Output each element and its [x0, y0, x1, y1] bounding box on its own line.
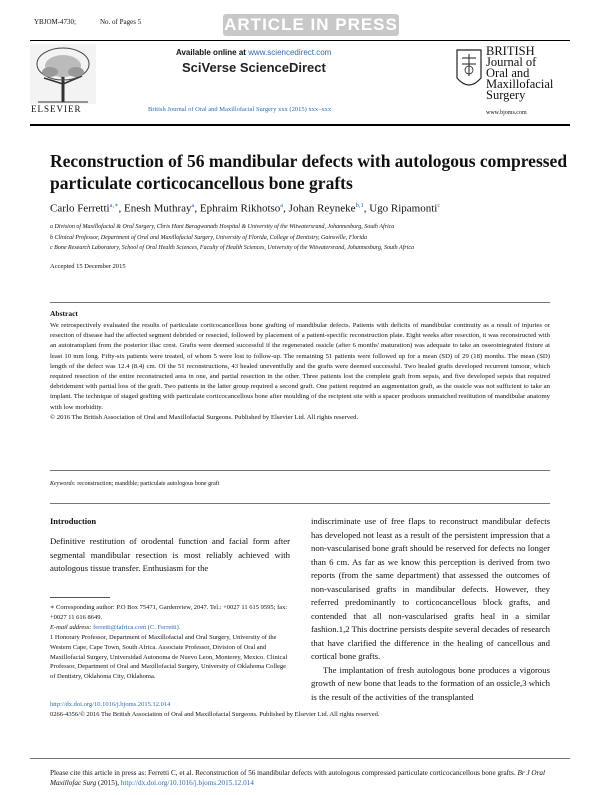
- bjoms-shield-icon: [455, 48, 483, 94]
- elsevier-tree-logo-icon: [30, 44, 96, 104]
- abstract-rule-top: [50, 302, 550, 303]
- page-count: No. of Pages 5: [100, 18, 142, 26]
- footnote-rule: [50, 597, 110, 598]
- sciencedirect-link[interactable]: www.sciencedirect.com: [248, 48, 332, 57]
- footnote-email[interactable]: ferretti@iafrica.com (C. Ferretti).: [93, 623, 181, 631]
- accepted-date: Accepted 15 December 2015: [50, 263, 126, 270]
- header-rule: [30, 40, 570, 41]
- affiliation: a Division of Maxillofacial & Oral Surgery, Chris Hani Baragwanath Hospital & University of the Witwatersrand, Johannesburg, South Africa: [50, 224, 395, 230]
- keywords-text: reconstruction; mandible; particulate autologous bone graft: [77, 481, 220, 487]
- author-name: , Johan Reyneke: [283, 202, 356, 215]
- journal-citation-line[interactable]: British Journal of Oral and Maxillofacial Surgery xxx (2015) xxx–xxx: [148, 106, 332, 113]
- author-sup[interactable]: a,∗: [109, 202, 119, 209]
- bj-line: Journal of: [486, 55, 537, 69]
- available-prefix: Available online at: [176, 48, 246, 57]
- article-title: Reconstruction of 56 mandibular defects with autologous compressed particulate corticocancellous bone grafts: [50, 151, 568, 193]
- intro-left-column: [50, 535, 290, 576]
- author-list: [50, 201, 440, 215]
- cite-prefix: Please cite this article in press as: Ferretti C, et al. Reconstruction of 56 mandibular defects with autologous compressed particulate corticocancellous bone grafts.: [50, 769, 516, 777]
- intro-paragraph: The implantation of fresh autologous bone produces a vigorous growth of new bone that leads to the formation of an ossicle,3 which is the result of the activities of the transplanted: [311, 664, 550, 702]
- abstract-heading: Abstract: [50, 309, 78, 318]
- publisher-name: ELSEVIER: [31, 104, 82, 114]
- cite-notice: [50, 768, 550, 788]
- bjoms-url[interactable]: www.bjoms.com: [486, 110, 527, 116]
- available-online: [176, 48, 331, 57]
- affiliation: b Clinical Professor, Department of Oral and Maxillofacial Surgery, University of Florida, College of Dentistry, Gainsville, Florida: [50, 235, 368, 241]
- bj-line: Maxillofacial: [486, 77, 554, 91]
- intro-right-column: [311, 515, 550, 704]
- intro-paragraph: Definitive restitution of orodental function and facial form after segmental mandibular resection is most reliably achieved with autologous tissue transfer. Enthusiasm for the: [50, 536, 290, 573]
- abstract-copyright: © 2016 The British Association of Oral and Maxillofacial Surgeons. Published by Elsevier Ltd. All rights reserved.: [50, 413, 359, 421]
- footnote-corresponding: ∗ Corresponding author: P.O Box 75471, Gardenview, 2047. Tel.: +0027 11 615 9595; fax: +0027 11 616 8649.: [50, 604, 288, 621]
- affiliation: c Bone Research Laboratory, School of Oral Health Sciences, Faculty of Health Sciences, University of the Witwatersrand, Johannesburg, South Africa: [50, 245, 415, 251]
- intro-heading: Introduction: [50, 516, 97, 526]
- author-name: , Ugo Ripamonti: [363, 202, 438, 215]
- doi-link[interactable]: http://dx.doi.org/10.1016/j.bjoms.2015.12.014: [50, 701, 171, 708]
- author-sup[interactable]: a: [191, 202, 195, 209]
- author-name: , Ephraim Rikhotso: [194, 202, 281, 215]
- cite-rule: [30, 758, 570, 759]
- abstract-rule-bottom: [50, 470, 550, 471]
- cite-journal: Br J Oral Maxillofac Surg: [50, 769, 546, 787]
- article-in-press-banner: ARTICLE IN PRESS: [224, 15, 398, 34]
- author-sup[interactable]: c: [437, 202, 441, 209]
- bj-line: Oral and: [486, 66, 530, 80]
- author-sup[interactable]: a: [280, 202, 284, 209]
- issn-copyright: 0266-4356/© 2016 The British Association of Oral and Maxillofacial Surgeons. Published by Elsevier Ltd. All rights reserved.: [50, 711, 380, 718]
- sciverse-logo: SciVerse ScienceDirect: [182, 60, 326, 75]
- keywords-rule: [50, 503, 550, 504]
- abstract-body: [50, 321, 550, 423]
- bjoms-title: [486, 46, 553, 101]
- footnote-email-label: E-mail address:: [50, 623, 92, 631]
- keywords: [50, 481, 219, 487]
- footnotes: [50, 603, 290, 682]
- bj-line: Surgery: [486, 88, 526, 102]
- author-name: , Enesh Muthray: [118, 202, 192, 215]
- masthead-rule: [30, 124, 570, 126]
- bj-line: BRITISH: [486, 44, 535, 58]
- abstract-text: We retrospectively evaluated the results of particulate corticocancellous bone grafting of mandibular defects. Patients with deficits of mandibular continuity as a result of injuries or resection of disease had the affected segment debrided or resected, followed by placement of a patient-specific reconstruction plate. Eight weeks after resection, it was reconstructed with an autotransplant from the posterior iliac crest. Grafts were deemed successful if the regenerated ossicle (after 6 months' maturation) was adequate to take an osseointegrated fixture at least 10 mm long. Fifty-six patients were treated, of whom 5 were lost to follow-up. The remaining 51 patients were followed up for a mean (SD) of 29 (18) months. The mean (SD) length of the defect was 12.4 (8.4) cm. Of the 51 reconstructions, 43 healed uneventfully and the grafts were deemed successful. Two healed grafts developed recurrent tumour, which required resection of the entire reconstructed area in one, and partial resection in the other. Three patients lost the complete graft from sepsis, and five developed sepsis that required debridement with partial loss of the graft. Two patients in the latter group required a second graft. One patient required an augmentation graft, as the ossicle was not sufficient to take an implant. The technique of staged grafting with particulate corticocancellous bone after moulding of the recipient site with a spacer produces unmatched restitution of mandibular anatomy with low morbidity.: [50, 322, 550, 411]
- cite-doi-link[interactable]: http://dx.doi.org/10.1016/j.bjoms.2015.12.014: [120, 779, 254, 787]
- intro-paragraph: indiscriminate use of free flaps to reconstruct mandibular defects has developed not least as a result of the persistent impression that a non-vascularised bone graft should be reserved for defects no longer than 6 cm. As far as we know this perception is derived from two reports (from the same department) that assessed the outcomes of non-vascularised grafts in mandibular defects. However, they referred predominantly to corticocancellous block grafts, and contended that all non-vascularised grafts heal in a similar fashion.1,2 This doctrine persists despite several decades of research that have clarified the difference in the healing of cancellous and cortical bone grafts.: [311, 516, 550, 661]
- article-ref: YBJOM-4730;: [34, 18, 77, 26]
- author-name: Carlo Ferretti: [50, 202, 110, 215]
- footnote-email-line: [50, 623, 290, 633]
- keywords-label: Keywords:: [50, 481, 76, 487]
- footnote-1: 1 Honorary Professor, Department of Maxillofacial and Oral Surgery, University of the Western Cape, Cape Town, South Africa. Associate Professor, Division of Oral and Maxillofacial Surgery, Universidad Autonoma de Nuevo Leon, Monterey, Mexico. Clinical Professor, Department of Oral and Maxillofacial Surgery, University of Oklahoma College of Dentistry, Oklahoma City, Oklahoma.: [50, 633, 288, 681]
- author-sup[interactable]: b,1: [355, 202, 364, 209]
- cite-year: (2015),: [98, 779, 120, 787]
